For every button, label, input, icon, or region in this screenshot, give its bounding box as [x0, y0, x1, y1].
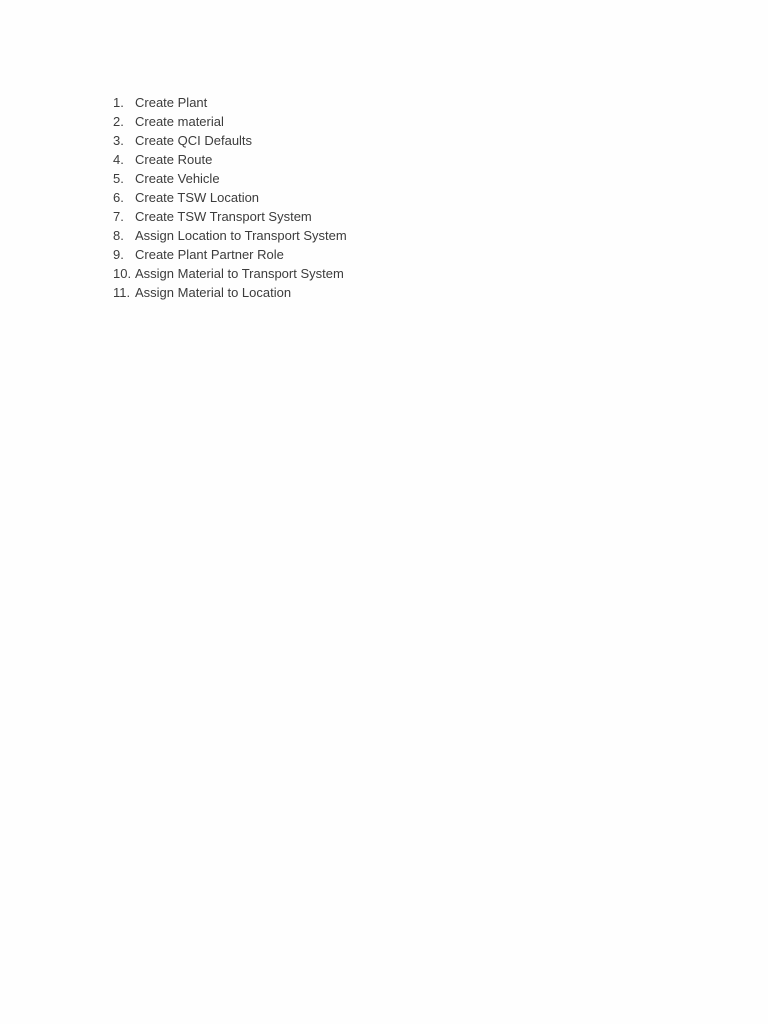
list-item-number: 7. [113, 209, 124, 224]
list-item-number: 11. [113, 285, 131, 300]
list-item [113, 207, 347, 226]
list-item [113, 131, 347, 150]
list-item-number: 6. [113, 190, 124, 205]
list-item [113, 188, 347, 207]
list-item-number: 3. [113, 133, 124, 148]
list-item-number: 1. [113, 95, 124, 110]
list-item-number: 8. [113, 228, 124, 243]
list-item-text: Create TSW Location [135, 190, 260, 205]
list-item-text: Create Plant [135, 95, 208, 110]
numbered-step-list [113, 93, 347, 302]
list-item-number: 9. [113, 247, 124, 262]
list-item [113, 283, 347, 302]
list-item-text: Create Plant Partner Role [135, 247, 284, 262]
list-item-text: Create material [135, 114, 224, 129]
list-item [113, 245, 347, 264]
list-item-text: Assign Material to Location [135, 285, 292, 300]
list-item-text: Assign Material to Transport System [135, 266, 344, 281]
list-item [113, 112, 347, 131]
list-item-text: Create Route [135, 152, 213, 167]
list-item-number: 5. [113, 171, 124, 186]
list-item-text: Create Vehicle [135, 171, 220, 186]
list-item-number: 2. [113, 114, 124, 129]
list-item [113, 93, 347, 112]
list-item-text: Assign Location to Transport System [135, 228, 347, 243]
list-item-number: 4. [113, 152, 124, 167]
list-item-text: Create QCI Defaults [135, 133, 253, 148]
list-item-number: 10. [113, 266, 132, 281]
list-item [113, 264, 347, 283]
list-item [113, 169, 347, 188]
list-item [113, 226, 347, 245]
list-item-text: Create TSW Transport System [135, 209, 312, 224]
list-item [113, 150, 347, 169]
